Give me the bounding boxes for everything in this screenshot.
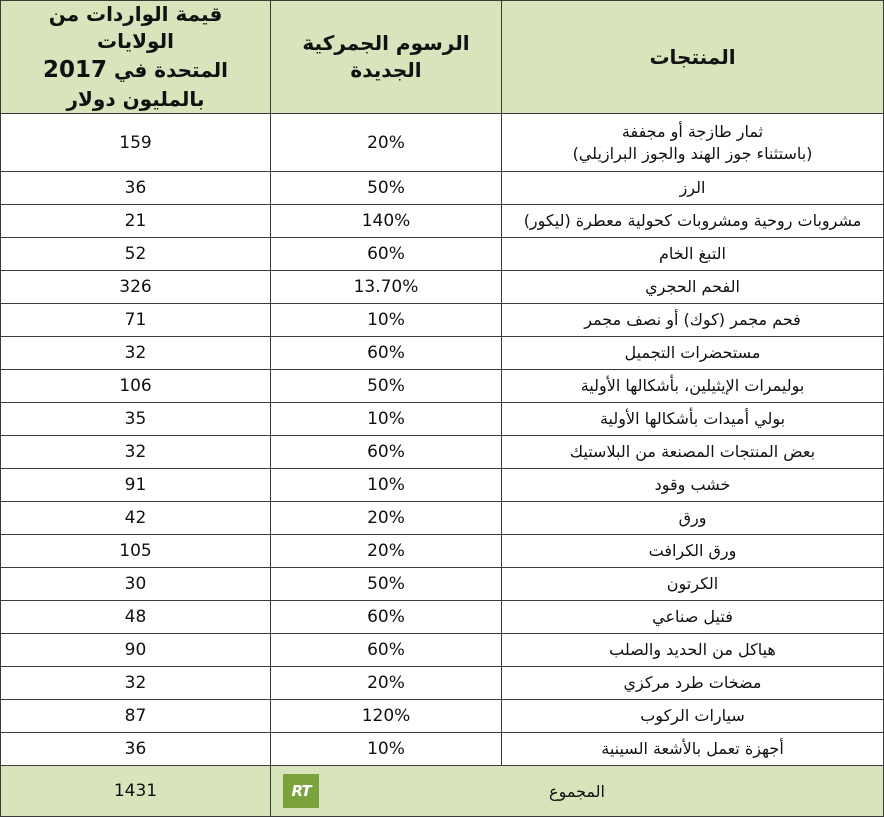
header-value-line3: بالمليون دولار <box>66 87 205 112</box>
product-cell <box>502 502 884 535</box>
tariff-cell: 10% <box>271 403 502 436</box>
product-name: ثمار طازجة أو مجففة <box>621 121 764 141</box>
product-cell <box>502 172 884 205</box>
table-row <box>1 403 884 436</box>
table-row <box>1 172 884 205</box>
product-name: بعض المنتجات المصنعة من البلاستيك <box>569 442 816 462</box>
value-cell: 71 <box>1 304 271 337</box>
product-cell <box>502 733 884 766</box>
product-cell <box>502 205 884 238</box>
product-name: خشب وقود <box>654 475 731 495</box>
product-name: مشروبات روحية ومشروبات كحولية معطرة (ليكور) <box>523 211 862 231</box>
header-tariff: الرسوم الجمركية الجديدة <box>271 1 502 114</box>
header-products: المنتجات <box>502 1 884 114</box>
product-name: مضخات طرد مركزي <box>623 673 762 693</box>
footer-row <box>1 766 884 817</box>
product-name: هياكل من الحديد والصلب <box>609 640 776 660</box>
value-cell: 326 <box>1 271 271 304</box>
header-value-line2 <box>7 55 264 86</box>
table-row <box>1 238 884 271</box>
table-row <box>1 667 884 700</box>
table-row <box>1 436 884 469</box>
product-cell <box>502 337 884 370</box>
tariff-cell: 60% <box>271 436 502 469</box>
product-name: الرز <box>679 178 706 198</box>
product-name: ورق الكرافت <box>648 541 737 561</box>
value-cell: 32 <box>1 667 271 700</box>
product-cell <box>502 436 884 469</box>
product-name: فتيل صناعي <box>652 607 733 627</box>
tariff-cell: 10% <box>271 469 502 502</box>
value-cell: 91 <box>1 469 271 502</box>
value-cell: 21 <box>1 205 271 238</box>
product-name: سيارات الركوب <box>640 706 745 726</box>
tariff-cell: 20% <box>271 502 502 535</box>
tariff-cell: 60% <box>271 601 502 634</box>
product-name: التبغ الخام <box>658 244 726 264</box>
table-row <box>1 205 884 238</box>
header-value-year: 2017 <box>43 57 108 83</box>
value-cell: 36 <box>1 172 271 205</box>
header-value <box>1 1 271 114</box>
table-body <box>1 114 884 766</box>
value-cell: 105 <box>1 535 271 568</box>
table-row <box>1 733 884 766</box>
product-name: أجهزة تعمل بالأشعة السينية <box>601 739 784 759</box>
product-cell <box>502 535 884 568</box>
tariff-cell: 20% <box>271 114 502 172</box>
header-row <box>1 1 884 114</box>
product-cell <box>502 700 884 733</box>
value-cell: 159 <box>1 114 271 172</box>
product-cell <box>502 667 884 700</box>
product-cell <box>502 601 884 634</box>
value-cell: 32 <box>1 337 271 370</box>
product-name: فحم مجمر (كوك) أو نصف مجمر <box>584 310 801 330</box>
tariff-cell: 140% <box>271 205 502 238</box>
product-name: بوليمرات الإيثيلين، بأشكالها الأولية <box>580 376 805 396</box>
product-name: ورق <box>678 508 707 528</box>
value-cell: 52 <box>1 238 271 271</box>
product-name: الفحم الحجري <box>645 277 740 297</box>
value-cell: 42 <box>1 502 271 535</box>
tariff-cell: 120% <box>271 700 502 733</box>
product-cell <box>502 114 884 172</box>
product-cell <box>502 568 884 601</box>
product-cell <box>502 403 884 436</box>
tariff-cell: 13.70% <box>271 271 502 304</box>
value-cell: 87 <box>1 700 271 733</box>
product-name: مستحضرات التجميل <box>624 343 761 363</box>
product-cell <box>502 304 884 337</box>
value-cell: 106 <box>1 370 271 403</box>
footer-total: 1431 <box>1 766 271 817</box>
value-cell: 48 <box>1 601 271 634</box>
product-cell <box>502 370 884 403</box>
product-name: الكرتون <box>666 574 719 594</box>
tariff-cell: 20% <box>271 667 502 700</box>
footer-label: المجموع <box>549 781 605 801</box>
value-cell: 36 <box>1 733 271 766</box>
table-row <box>1 700 884 733</box>
table-row <box>1 568 884 601</box>
table-row <box>1 370 884 403</box>
value-cell: 30 <box>1 568 271 601</box>
table-row <box>1 469 884 502</box>
footer-label-cell <box>271 766 884 817</box>
header-value-prefix: المتحدة في <box>107 58 228 82</box>
table-row <box>1 502 884 535</box>
table-row <box>1 337 884 370</box>
tariff-cell: 60% <box>271 238 502 271</box>
table-row <box>1 535 884 568</box>
table-row <box>1 601 884 634</box>
product-cell <box>502 469 884 502</box>
tariff-cell: 10% <box>271 304 502 337</box>
value-cell: 35 <box>1 403 271 436</box>
tariff-cell: 10% <box>271 733 502 766</box>
table-row <box>1 271 884 304</box>
table-row <box>1 114 884 172</box>
tariff-cell: 50% <box>271 370 502 403</box>
tariff-cell: 60% <box>271 634 502 667</box>
tariff-cell: 20% <box>271 535 502 568</box>
value-cell: 32 <box>1 436 271 469</box>
rt-logo: RT <box>283 774 319 808</box>
tariff-cell: 50% <box>271 172 502 205</box>
product-name: بولي أميدات بأشكالها الأولية <box>599 409 786 429</box>
product-cell <box>502 271 884 304</box>
product-cell <box>502 238 884 271</box>
tariff-cell: 60% <box>271 337 502 370</box>
table-row <box>1 304 884 337</box>
table-row <box>1 634 884 667</box>
tariff-cell: 50% <box>271 568 502 601</box>
header-value-line1: قيمة الواردات من الولايات <box>48 2 223 53</box>
product-note: (باستثناء جوز الهند والجوز البرازيلي) <box>572 143 813 163</box>
product-cell <box>502 634 884 667</box>
value-cell: 90 <box>1 634 271 667</box>
